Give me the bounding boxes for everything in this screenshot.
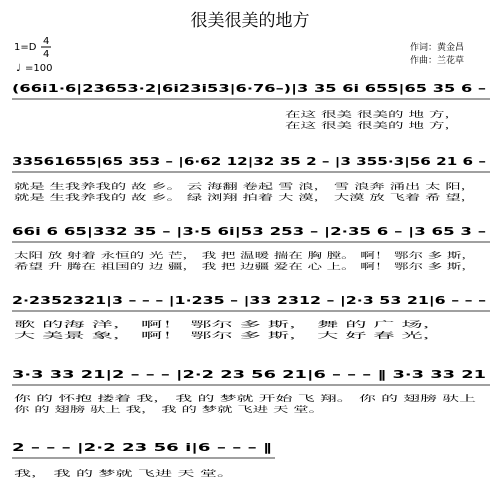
system-4-notes: 2·2352321|3 – – – |1·235 – |33 2312 – |2·3 53 21|6 – – – (12, 294, 486, 307)
tempo-mark: =100 (25, 63, 53, 74)
system-3-lyrics-1: 太阳 放 射着 永恒的 光 芒， 我 把 温暖 揣在 胸 膛。 啊！ 鄂尔 多 斯， (14, 251, 269, 260)
system-2-lyrics-2: 就是 生我养我的 故 乡。 绿 浏翔 拍着 大 漠， 大漠 放 飞着 希 望， (14, 193, 256, 202)
system-1-notes: (66i1·6|23653·2|6i23i53|6·76–)|3 35 6i 655|65 35 6 – (12, 82, 486, 95)
time-signature-top: 4 (43, 36, 50, 47)
system-3-lyrics-2: 希望 升 腾在 祖国的 边 疆， 我 把 边疆 爱在 心 上。 啊！ 鄂尔 多 斯， (14, 262, 269, 271)
song-title: 很美很美的地方 (190, 11, 310, 31)
system-3-notes: 66i 6 65|332 35 – |3·5 6i|53 253 – |2·35 6 – |3 65 3 – (12, 225, 486, 238)
system-5-notes: 3·3 33 21|2 – – – |2·2 23 56 21|6 – – – ‖ 3·3 33 21 (12, 368, 486, 381)
time-signature-bottom: 4 (43, 49, 50, 60)
composer-credit: 作曲：兰花草 (410, 56, 465, 66)
system-2-lyrics-1: 就是 生我养我的 故 乡。 云 海翻 卷起 雪 浪， 雪 浪奔 涌出 太 阳， (14, 182, 256, 191)
lyricist-credit: 作词：黄金昌 (410, 43, 465, 53)
quarter-note-icon: ♩ (16, 63, 21, 74)
system-1-lyrics-1: 在这 很美 很美的 地 方， (285, 110, 376, 119)
system-2-notes: 33561655|65 353 – |6·62 12|32 35 2 – |3 355·3|56 21 6 – (12, 155, 486, 168)
system-4-lyrics-2: 大 美景 象， 啊！ 鄂尔 多 斯， 大 好 春 光， (14, 331, 176, 340)
system-6-notes: 2 – – – |2·2 23 56 i|6 – – – ‖ (12, 441, 272, 454)
system-5-lyrics-2: 你 的 翅膀 驮上 我， 我 的 梦就 飞进 天 堂。 (14, 405, 176, 414)
system-4-lyrics-1: 歌 的海 洋， 啊！ 鄂尔 多 斯， 舞 的 广 场， (14, 320, 176, 329)
key-signature: 1=D (14, 42, 37, 53)
system-1-lyrics-2: 在这 很美 很美的 地 方， (285, 121, 376, 130)
system-6-lyrics-1: 我， 我 的 梦就 飞进 天 堂。 (14, 469, 118, 478)
system-5-lyrics-1: 你 的 怀抱 搂着 我， 我 的 梦就 开始 飞 翔。 你 的 翅膀 驮上 (14, 394, 234, 403)
